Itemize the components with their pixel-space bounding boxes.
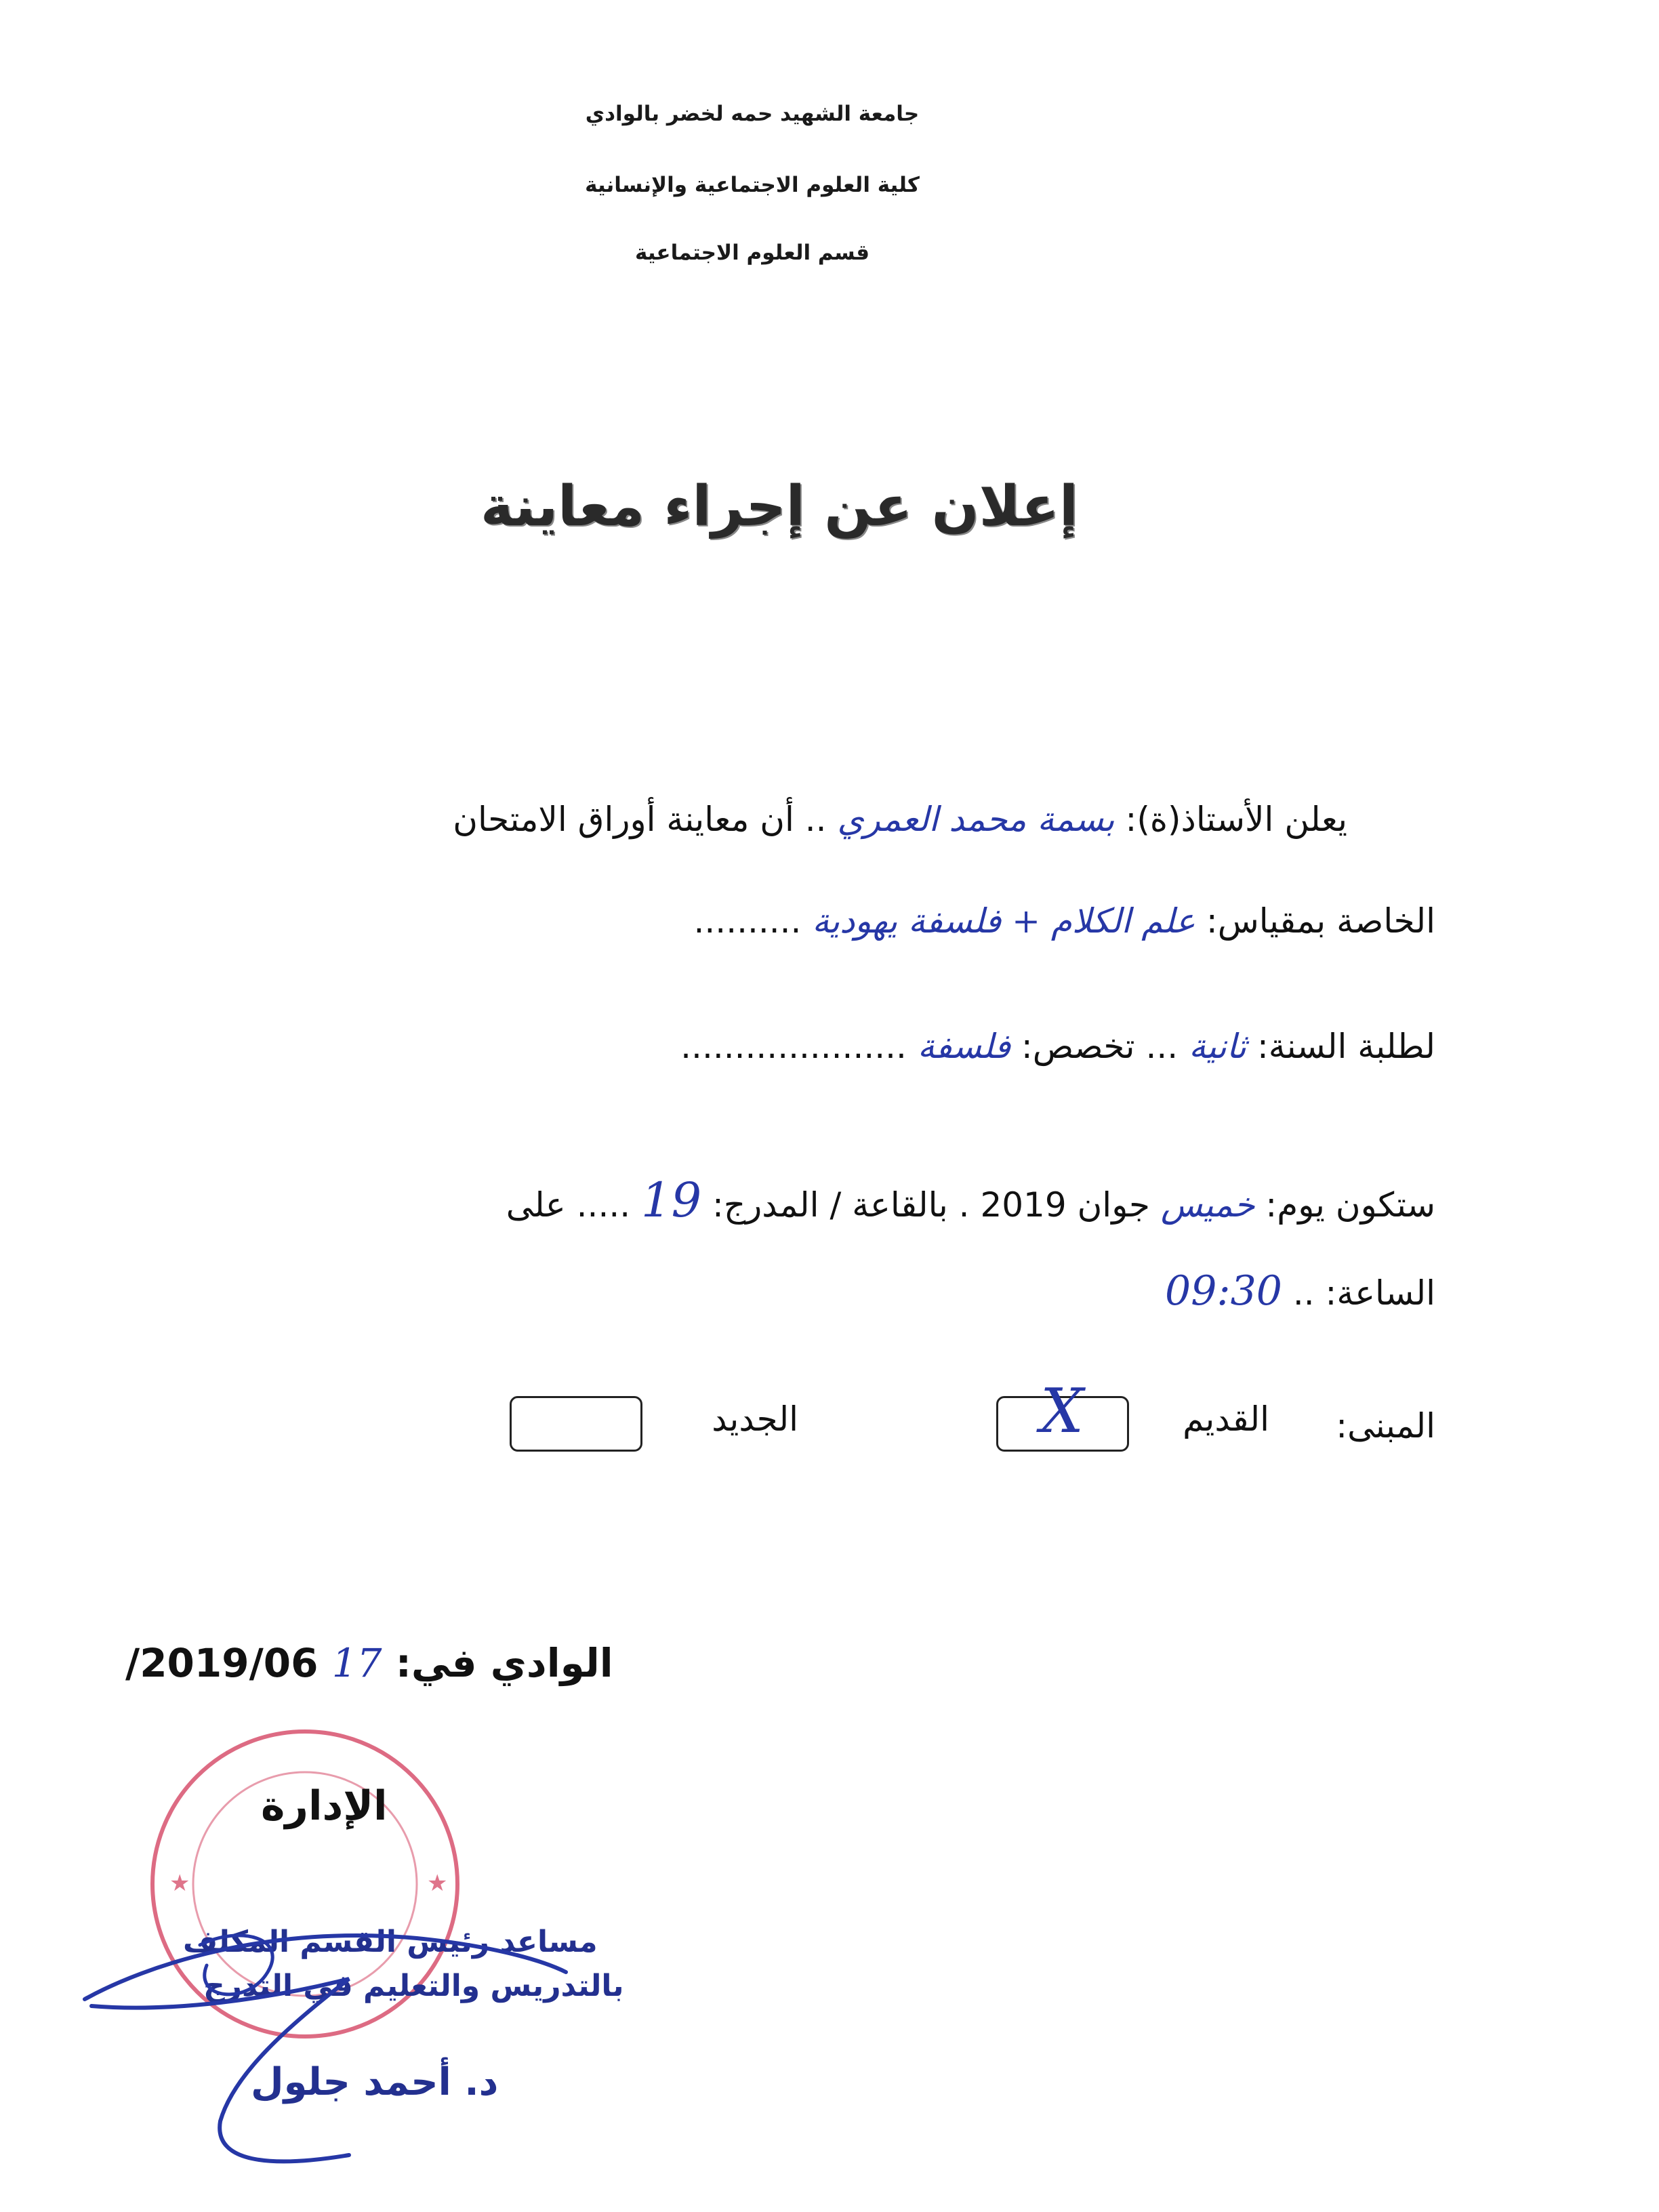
module-label: الخاصة بمقياس: [1206,901,1435,941]
date-day: 17 [331,1640,382,1686]
specialty-value: فلسفة [917,1027,1010,1066]
building-label: المبنى: [1336,1406,1435,1446]
dots: .. [1292,1273,1315,1313]
professor-name: بسمة محمد العمري [837,800,1115,839]
month-hall-label: جوان 2019 . بالقاعة / المدرج: [712,1185,1150,1225]
body-line-3 [680,1027,1435,1066]
signatory-line-1: مساعد رئيس القسم المكلف [183,1925,598,1959]
body-line-2 [694,901,1435,941]
check-mark: X [1040,1376,1084,1447]
body-line-4 [506,1172,1435,1228]
body-line-1 [453,800,1347,839]
building-old-label: القديم [1183,1399,1269,1439]
dots: ..... [576,1185,631,1225]
dots: ..................... [680,1027,907,1066]
handwritten-signature [64,1898,579,2182]
dots: .. [804,800,827,839]
svg-text:★: ★ [169,1870,190,1897]
department-name: قسم العلوم الاجتماعية [634,241,870,265]
place-label: الوادي في: [395,1640,613,1686]
professor-label: يعلن الأستاذ(ة): [1125,800,1347,839]
date-rest: 2019/06/ [125,1640,319,1686]
svg-text:★: ★ [427,1870,448,1897]
hall-value: 19 [641,1172,702,1228]
signatory-line-2: بالتدريس والتعليم في التدرج [203,1969,624,2003]
dots: ... [1145,1027,1179,1066]
day-value: خميس [1160,1185,1255,1225]
faculty-name: كلية العلوم الاجتماعية والإنسانية [585,173,920,197]
year-label: لطلبة السنة: [1256,1027,1435,1066]
day-label: ستكون يوم: [1265,1185,1435,1225]
year-value: ثانية [1189,1027,1247,1066]
announcement-title: إعلان عن إجراء معاينة [480,474,1078,539]
university-name: جامعة الشهيد حمه لخضر بالوادي [585,102,920,126]
line4-suffix: على [506,1185,566,1225]
signatory-name: د. أحمد جلول [251,2060,499,2104]
building-new-label: الجديد [712,1399,798,1439]
module-name: علم الكلام + فلسفة يهودية [812,901,1195,941]
line1-suffix: أن معاينة أوراق الامتحان [453,800,794,839]
time-label: الساعة: [1325,1273,1435,1313]
time-value: 09:30 [1165,1267,1282,1315]
dots: .......... [693,901,802,941]
place-date [125,1640,613,1686]
building-new-checkbox[interactable] [510,1396,642,1452]
body-line-5 [1165,1267,1435,1315]
specialty-label: تخصص: [1021,1027,1135,1066]
administration-label: الإدارة [261,1782,388,1830]
